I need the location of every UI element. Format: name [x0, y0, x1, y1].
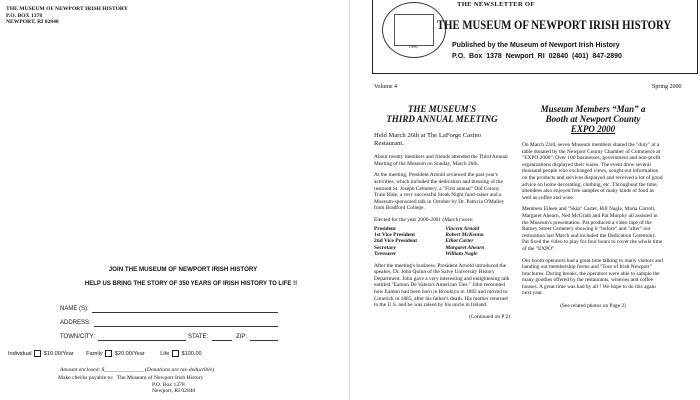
volume: Volume 4	[374, 84, 398, 90]
article-paragraph: About twenty members and friends attended the Third Annual Meeting of the Museum on Sunday, March 26th.	[374, 154, 508, 167]
officer-role: Tressurer	[374, 251, 397, 258]
season: Spring 2000	[652, 84, 682, 90]
individual-label: Individual	[8, 350, 32, 357]
article-expo-booth	[522, 104, 664, 310]
fold-line	[349, 0, 350, 400]
headline-line: Booth at Newport County	[545, 114, 641, 124]
state-field[interactable]	[212, 340, 232, 341]
article-annual-meeting	[374, 104, 510, 320]
family-label: Family	[86, 350, 103, 357]
officer-role: Secretary	[374, 244, 397, 251]
return-address-line: NEWPORT, RI 02840	[6, 19, 59, 26]
town-label: TOWN/CITY:	[60, 334, 95, 340]
article-headline	[522, 104, 664, 134]
individual-price: $10.00/Year	[43, 350, 74, 357]
life-label: Life	[160, 350, 170, 357]
article-paragraph: On March 23rd, seven Museum members shared the "duty" at a table donated by the Newport County Chamber of Commerce at "EXPO 2000". Over 100 businesses, government and non-profit organizations displayed their wares. The event drew several thousand people who exchanged views, sought out information on the products and services displayed and received a lot of good advice on home decorating, clothing, etc. Throughout the time, attendees also enjoyed free samples of many kinds of food as well as coffee and wine.	[522, 142, 663, 201]
officer-name: Elliot Carter	[445, 238, 474, 245]
return-address	[6, 6, 128, 26]
seal-building-icon	[394, 14, 434, 46]
name-field[interactable]	[92, 312, 278, 313]
join-title: JOIN THE MUSEUM OF NEWPORT IRISH HISTORY	[108, 266, 258, 273]
officers-table	[374, 226, 510, 258]
article-paragraph: After the meeting's business, President Arnold introduced the speaker, Dr. John Quinn of the Salve University History Department. John gave a very interesting and enlightening talk entitled "Eamon De Valera's American Ties." John recounted how Eamon had been born in Brooklyn in 1882 and moved to Limerick in 1885, after his father's death. His mother returned to the U.S. and he was raised by his uncle in Ireland.	[374, 262, 510, 309]
life-price: $100.00	[181, 350, 202, 357]
officer-role: President	[374, 225, 396, 232]
officer-role: 2nd Vice President	[374, 238, 418, 245]
article-lead: Held March 26th at The LaForge Casino Restaurant.	[374, 132, 482, 147]
published-by: Published by the Museum of Newport Irish History	[452, 42, 620, 49]
address-label: ADDRESS:	[60, 320, 91, 326]
checks-payable	[58, 375, 203, 395]
checks-address-line: The Museum of Newport Irish History	[116, 375, 204, 381]
return-address-line: THE MUSEUM OF NEWPORT IRISH HISTORY	[6, 6, 128, 12]
address-field[interactable]	[94, 326, 278, 327]
checks-address-line: P.O. Box 1378	[152, 381, 185, 388]
headline-line: EXPO 2000	[570, 124, 616, 134]
table-row	[374, 251, 510, 257]
article-headline	[374, 104, 510, 124]
newsletter-kicker: THE NEWSLETTER OF	[457, 1, 535, 8]
article-paragraph: Members Eileen and "Skip" Carter, Bill Nagle, Maria Carroll, Margaret Ahearn, Ned McGrath and Pat Murphy all assisted in the Museum's presentation. Pat produced a video tape of the Barney Street Cemetery showing it "before" and "after" our restoration last March and included the Dedication Ceremony. Pat fixed the video to play for four hours to cover the whole time of the "EXPO".	[522, 206, 663, 252]
checks-address-line: Newport, RI 02840	[152, 388, 196, 395]
checks-label: Make checks payable to:	[58, 375, 114, 381]
newsletter-title: THE MUSEUM OF NEWPORT IRISH HISTORY	[437, 18, 672, 32]
amount-enclosed: Amount enclosed: $______________ (Donations are tax-deductible)	[60, 367, 215, 373]
seal-year: 1996	[408, 44, 418, 49]
officer-name: Margaret Ahearn	[445, 244, 485, 251]
officer-role: 1st Vice President	[374, 231, 415, 238]
family-price: $20.00/Year	[114, 350, 145, 357]
article-paragraph: At the meeting, President Arnold reviewed the past year's activities, which included the dedication and blessing of the restored St. Joseph Cemetery, a "First annual" Old Colony Train Ride, a very successful Steak Night fund-raiser and a Museum-sponsored talk in October by Dr. Patricia O'Malley from Bradford College.	[374, 172, 505, 212]
headline-line: THE MUSEUM'S	[407, 104, 477, 114]
continued-note: (Continued on P 2)	[469, 313, 510, 320]
headline-line: THIRD ANNUAL MEETING	[386, 114, 498, 124]
article-paragraph: Elected for the year 2000-2001 (March) were:	[374, 216, 474, 223]
newsletter-address: P.O. Box 1378 Newport RI 02840 (401) 847-2890	[452, 53, 622, 60]
see-related-note: (See related photos on Page 2)	[560, 303, 626, 310]
officer-name: William Nagle	[445, 251, 478, 258]
state-label: STATE:	[188, 334, 209, 340]
zip-label: ZIP:	[236, 334, 248, 340]
individual-checkbox[interactable]	[34, 350, 41, 357]
article-paragraph: Our booth operators had a great time talking to many visitors and handing out membership forms and "Tour of Irish Newport" brochures. During breaks, the operators were able to sample the many goodies offered by the restaurants, wineries and coffee houses. A great time was had by all ! We hope to do this again next year.	[522, 257, 663, 297]
help-text: HELP US BRING THE STORY OF 350 YEARS OF IRISH HISTORY TO LIFE !!	[84, 281, 298, 287]
name-label: NAME (S):	[60, 306, 89, 312]
headline-line: Museum Members “Man” a	[540, 104, 646, 114]
return-address-line: P.O. BOX 1378	[6, 12, 43, 19]
town-field[interactable]	[98, 340, 186, 341]
officer-name: Vincent Arnold	[445, 225, 480, 232]
membership-options	[8, 350, 202, 357]
family-checkbox[interactable]	[105, 350, 112, 357]
life-checkbox[interactable]	[172, 350, 179, 357]
zip-field[interactable]	[250, 340, 278, 341]
officer-name: Robert McKenna	[445, 231, 484, 238]
